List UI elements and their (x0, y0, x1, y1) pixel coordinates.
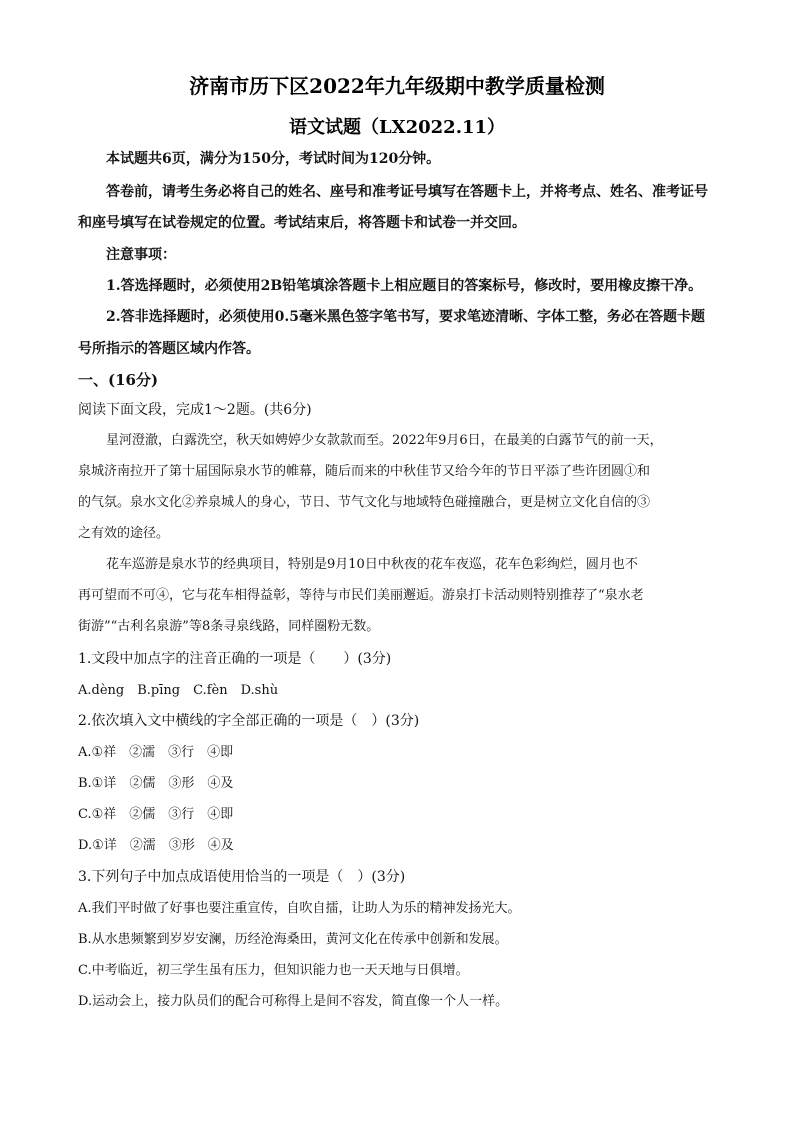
question-1-options: A.dèng B.pīng C.fèn D.shù (78, 683, 279, 698)
section-heading: 一、(16分) (78, 371, 159, 389)
passage-line: 再可望而不可④，它与花车相得益彰，等待与市民们美丽邂逅。游泉打卡活动则特别推荐了“泉水老 (78, 588, 644, 603)
question-3: 3.下列句子中加点成语使用恰当的一项是（ ）(3分) (78, 869, 406, 885)
question-3-option: D.运动会上，接力队员们的配合可称得上是间不容发，简直像一个人一样。 (78, 994, 509, 1009)
reading-lead: 阅读下面文段，完成1～2题。(共6分) (78, 402, 312, 418)
passage-line: 街游”“古利名泉游”等8条寻泉线路，同样圈粉无数。 (78, 619, 380, 634)
passage-line: 星河澄澈，白露洗空，秋天如娉婷少女款款而至。2022年9月6日，在最美的白露节气的前一天， (106, 433, 663, 448)
question-3-option: B.从水患频繁到岁岁安澜，历经沧海桑田，黄河文化在传承中创新和发展。 (78, 932, 508, 947)
question-3-option: A.我们平时做了好事也要注重宣传，自吹自擂，让助人为乐的精神发扬光大。 (78, 901, 521, 916)
instruction-line: 答卷前，请考生务必将自己的姓名、座号和准考证号填写在答题卡上，并将考点、姓名、准考证号 (106, 184, 708, 200)
exam-title: 济南市历下区2022年九年级期中教学质量检测 (189, 74, 605, 98)
exam-subtitle: 语文试题（LX2022.11） (288, 117, 506, 138)
question-3-option: C.中考临近，初三学生虽有压力，但知识能力也一天天地与日俱增。 (78, 963, 469, 978)
question-2-option: C.①祥 ②儒 ③行 ④即 (78, 807, 234, 822)
passage-line: 花车巡游是泉水节的经典项目，特别是9月10日中秋夜的花车夜巡，花车色彩绚烂，圆月也不 (106, 557, 638, 572)
passage-line: 泉城济南拉开了第十届国际泉水节的帷幕，随后而来的中秋佳节又给今年的节日平添了些许团圆①和 (78, 464, 651, 479)
question-2-option: D.①详 ②濡 ③形 ④及 (78, 838, 234, 853)
question-1: 1.文段中加点字的注音正确的一项是（ ）(3分) (78, 651, 392, 667)
instruction-line: 和座号填写在试卷规定的位置。考试结束后，将答题卡和试卷一并交回。 (78, 215, 526, 231)
question-2-option: B.①详 ②儒 ③形 ④及 (78, 776, 234, 791)
question-2: 2.依次填入文中横线的字全部正确的一项是（ ）(3分) (78, 713, 420, 729)
note-line: 1.答选择题时，必须使用2B铅笔填涂答题卡上相应题目的答案标号，修改时，要用橡皮擦干净。 (106, 278, 703, 294)
note-line: 2.答非选择题时，必须使用0.5毫米黑色签字笔书写，要求笔迹清晰、字体工整，务必在答题卡题 (106, 309, 705, 325)
passage-line: 的气氛。泉水文化②养泉城人的身心，节日、节气文化与地域特色碰撞融合，更是树立文化自信的③ (78, 495, 651, 510)
instruction-line: 本试题共6页，满分为150分，考试时间为120分钟。 (106, 151, 441, 167)
note-line: 号所指示的答题区域内作答。 (78, 341, 260, 357)
notes-heading: 注意事项： (106, 247, 176, 263)
question-2-option: A.①祥 ②濡 ③行 ④即 (78, 745, 234, 760)
passage-line: 之有效的途径。 (78, 526, 170, 541)
